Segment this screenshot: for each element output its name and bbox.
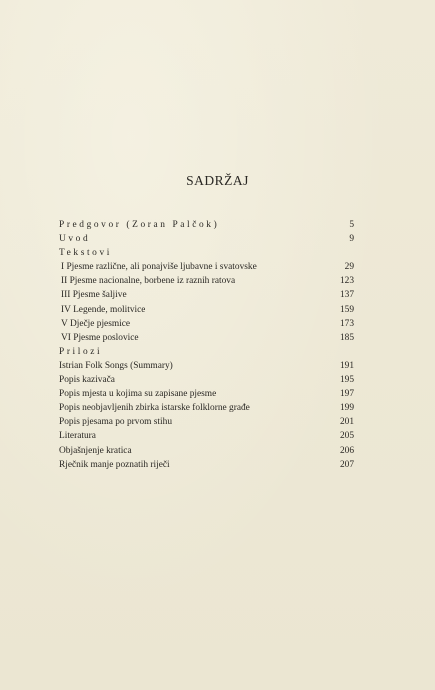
toc-row — [59, 401, 354, 415]
toc-page-number: 201 — [339, 417, 354, 428]
toc-page-number: 197 — [339, 389, 354, 400]
toc-label: Objašnjenje kratica — [59, 445, 132, 456]
toc-label: Uvod — [59, 234, 91, 245]
table-of-contents — [59, 218, 354, 472]
toc-page-number: 195 — [339, 375, 354, 386]
toc-page-number: 206 — [339, 445, 354, 456]
toc-page-number: 199 — [339, 403, 354, 414]
toc-row — [59, 331, 354, 345]
toc-label: V Dječje pjesmice — [61, 318, 131, 329]
toc-page-number: 207 — [339, 459, 354, 470]
toc-row — [59, 345, 354, 359]
toc-page-number: 185 — [339, 332, 354, 343]
toc-row — [59, 288, 354, 302]
toc-row — [59, 246, 354, 260]
toc-row — [59, 444, 354, 458]
toc-row — [59, 274, 354, 288]
toc-page-number: 5 — [349, 220, 354, 230]
toc-row — [59, 373, 354, 387]
toc-page-number: 191 — [339, 360, 354, 371]
toc-page-number: 205 — [339, 431, 354, 442]
toc-row — [59, 458, 354, 472]
toc-label: II Pjesme nacionalne, borbene iz raznih ratova — [61, 276, 236, 287]
toc-row — [59, 387, 354, 401]
toc-label: IV Legende, molitvice — [61, 304, 146, 315]
toc-row — [59, 359, 354, 373]
toc-label: Popis pjesama po prvom stihu — [59, 417, 173, 428]
toc-label: Literatura — [59, 431, 96, 442]
toc-row — [59, 317, 354, 331]
toc-page-number — [330, 345, 354, 359]
toc-row — [59, 260, 354, 274]
toc-label: Prilozi — [59, 346, 103, 357]
toc-row — [59, 232, 354, 246]
toc-page-number: 29 — [344, 262, 354, 273]
toc-label: Istrian Folk Songs (Summary) — [59, 360, 173, 371]
toc-label: Popis kazivača — [59, 375, 115, 386]
toc-row — [59, 429, 354, 443]
toc-label: Popis mjesta u kojima su zapisane pjesme — [59, 389, 217, 400]
toc-page-number: 173 — [339, 318, 354, 329]
toc-label: I Pjesme različne, ali ponajviše ljubavne i svatovske — [61, 262, 257, 273]
toc-page-number: 9 — [349, 234, 354, 245]
toc-label: Popis neobjavljenih zbirka istarske folklorne građe — [59, 403, 250, 414]
page-title: SADRŽAJ — [186, 173, 249, 188]
toc-page-number: 137 — [339, 290, 354, 301]
toc-page-number — [330, 246, 354, 260]
toc-label: Tekstovi — [59, 248, 112, 259]
toc-row — [59, 303, 354, 317]
toc-row — [59, 415, 354, 429]
toc-label: Predgovor (Zoran Palčok) — [59, 220, 220, 230]
toc-label: Rječnik manje poznatih riječi — [59, 459, 170, 470]
toc-page-number: 159 — [339, 304, 354, 315]
toc-label: VI Pjesme poslovice — [61, 332, 139, 343]
toc-page-number: 123 — [339, 276, 354, 287]
toc-label: III Pjesme šaljive — [61, 290, 127, 301]
toc-row — [59, 218, 354, 232]
